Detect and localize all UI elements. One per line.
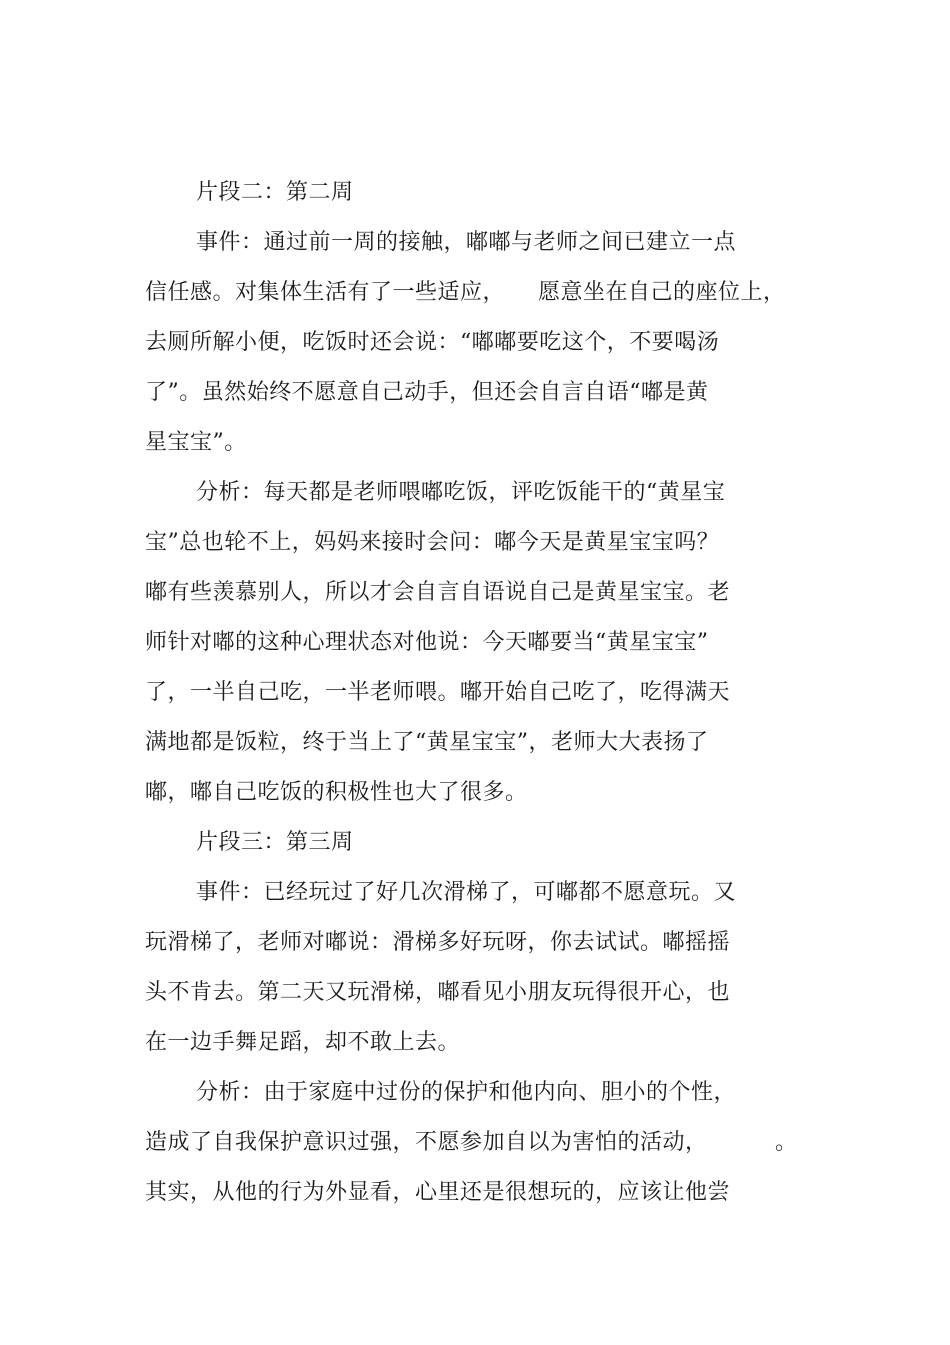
text-fragment: 造成了自我保护意识过强，不愿参加自以为害怕的活动， xyxy=(145,1130,708,1155)
paragraph-line: 在一边手舞足蹈，却不敢上去。 xyxy=(145,1030,461,1055)
paragraph-line: 事件：已经玩过了好几次滑梯了，可嘟都不愿意玩。又 xyxy=(196,880,737,905)
paragraph-line: 头不肯去。第二天又玩滑梯，嘟看见小朋友玩得很开心，也 xyxy=(145,980,731,1005)
section-heading-fragment-3: 片段三：第三周 xyxy=(196,830,354,855)
paragraph-line: 宝”总也轮不上，妈妈来接时会问：嘟今天是黄星宝宝吗？ xyxy=(145,530,720,555)
paragraph-line: 玩滑梯了，老师对嘟说：滑梯多好玩呀，你去试试。嘟摇摇 xyxy=(145,930,731,955)
text-fragment: 信任感。对集体生活有了一些适应， xyxy=(145,280,506,305)
paragraph-line: 事件：通过前一周的接触，嘟嘟与老师之间已建立一点 xyxy=(196,230,737,255)
text-fragment: 。 xyxy=(775,1130,798,1155)
paragraph-line: 师针对嘟的这种心理状态对他说：今天嘟要当“黄星宝宝” xyxy=(145,630,709,655)
paragraph-line: 去厕所解小便，吃饭时还会说：“嘟嘟要吃这个，不要喝汤 xyxy=(145,330,720,355)
paragraph-line: 了”。虽然始终不愿意自己动手，但还会自言自语“嘟是黄 xyxy=(145,380,709,405)
paragraph-line: 其实，从他的行为外显看，心里还是很想玩的，应该让他尝 xyxy=(145,1180,731,1205)
paragraph-line: 嘟有些羡慕别人，所以才会自言自语说自己是黄星宝宝。老 xyxy=(145,580,731,605)
paragraph-line: 嘟，嘟自己吃饭的积极性也大了很多。 xyxy=(145,780,528,805)
section-heading-fragment-2: 片段二：第二周 xyxy=(196,180,354,205)
paragraph-line: 满地都是饭粒，终于当上了“黄星宝宝”，老师大大表扬了 xyxy=(145,730,709,755)
paragraph-line: 星宝宝”。 xyxy=(145,430,247,455)
text-fragment: 愿意坐在自己的座位上， xyxy=(538,280,786,305)
paragraph-line: 了，一半自己吃，一半老师喂。嘟开始自己吃了，吃得满天 xyxy=(145,680,731,705)
paragraph-line: 分析：由于家庭中过份的保护和他内向、胆小的个性， xyxy=(196,1080,737,1105)
paragraph-line: 分析：每天都是老师喂嘟吃饭，评吃饭能干的“黄星宝 xyxy=(196,480,726,505)
